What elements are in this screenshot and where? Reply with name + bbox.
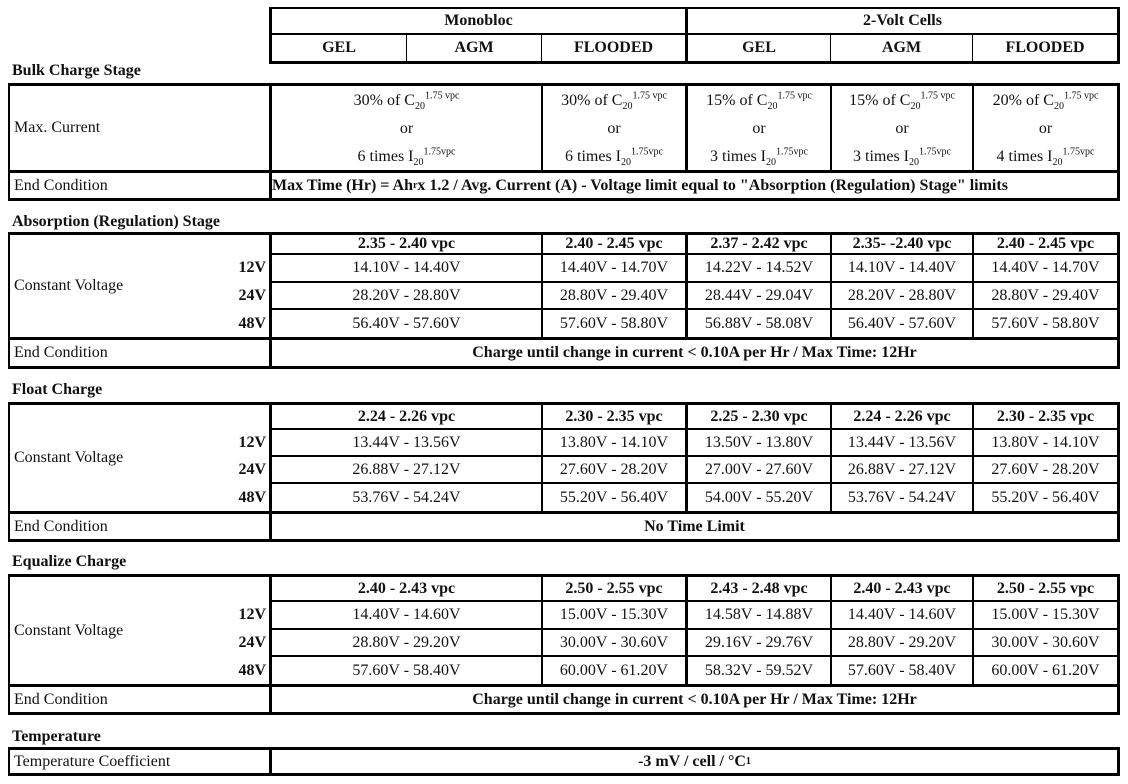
bulk-cell-2v-agm: 15% of $C_{20}^{1.75 vpc}$ or 3 times $I_{20}^{1.75vpc}$ — [832, 86, 972, 170]
section-title-equalize: Equalize Charge — [12, 553, 127, 570]
bulk-times-text: 6 times I — [357, 148, 414, 165]
bulk-or-text: or — [895, 120, 909, 137]
absorption-value-12v-mono-flooded: 14.40V - 14.70V — [559, 259, 669, 276]
equalize-vpc-mono-gel-agm: 2.40 - 2.43 vpc — [357, 579, 456, 597]
float-value-48v-2v-flooded: 55.20V - 56.40V — [991, 488, 1100, 506]
bulk-or-text: or — [607, 120, 621, 137]
absorption-end-condition-label: End Condition — [14, 344, 108, 361]
bulk-pct-text: 30% of C — [561, 92, 623, 109]
float-vpc-2v-agm: 2.24 - 2.26 vpc — [853, 407, 951, 425]
col-header-cell-flooded: FLOODED — [1005, 39, 1085, 56]
float-value-24v-2v-flooded: 27.60V - 28.20V — [991, 460, 1100, 478]
equalize-value-12v-2v-flooded: 15.00V - 15.30V — [991, 606, 1100, 623]
absorption-voltage-12v: 12V — [238, 259, 266, 276]
absorption-vpc-2v-gel: 2.37 - 2.42 vpc — [710, 235, 808, 252]
equalize-end-condition-label: End Condition — [14, 690, 108, 708]
absorption-vpc-2v-agm: 2.35- -2.40 vpc — [852, 235, 952, 252]
float-value-48v-mono-flooded: 55.20V - 56.40V — [559, 488, 669, 506]
temperature-coefficient-value: -3 mV / cell / °C 1 — [638, 752, 751, 770]
absorption-value-24v-mono-gel-agm: 28.20V - 28.80V — [352, 286, 461, 304]
bulk-times-text: 3 times I — [710, 148, 767, 165]
bulk-times-text: 6 times I — [565, 148, 622, 165]
absorption-value-12v-2v-flooded: 14.40V - 14.70V — [991, 259, 1100, 276]
equalize-value-48v-2v-flooded: 60.00V - 61.20V — [991, 661, 1100, 679]
bulk-cell-mono-flooded: 30% of $C_{20}^{1.75 vpc}$ or 6 times $I_{20}^{1.75vpc}$ — [543, 86, 685, 170]
section-title-absorption: Absorption (Regulation) Stage — [12, 213, 221, 230]
absorption-value-24v-2v-flooded: 28.80V - 29.40V — [991, 286, 1100, 304]
float-voltage-24v: 24V — [238, 460, 266, 478]
bulk-times-text: 3 times I — [853, 148, 910, 165]
bulk-times-text: 4 times I — [996, 148, 1053, 165]
col-header-mono-gel: GEL — [322, 39, 356, 56]
absorption-value-48v-2v-flooded: 57.60V - 58.80V — [991, 314, 1100, 332]
absorption-constant-voltage-label: Constant Voltage — [14, 277, 124, 294]
float-constant-voltage-label: Constant Voltage — [14, 449, 124, 466]
float-value-48v-mono-gel-agm: 53.76V - 54.24V — [352, 488, 461, 506]
float-value-48v-2v-gel: 54.00V - 55.20V — [704, 488, 814, 506]
bulk-or-text: or — [1038, 120, 1053, 137]
float-value-24v-mono-gel-agm: 26.88V - 27.12V — [352, 460, 461, 478]
bulk-cell-2v-gel: 15% of $C_{20}^{1.75 vpc}$ or 3 times $I_{20}^{1.75vpc}$ — [688, 86, 830, 170]
float-value-12v-2v-flooded: 13.80V - 14.10V — [991, 433, 1100, 451]
equalize-value-12v-2v-agm: 14.40V - 14.60V — [847, 606, 957, 623]
bulk-pct-text: 20% of C — [992, 92, 1054, 109]
float-value-24v-2v-agm: 26.88V - 27.12V — [847, 460, 957, 478]
bulk-pct-text: 15% of C — [706, 92, 768, 109]
equalize-vpc-2v-gel: 2.43 - 2.48 vpc — [710, 579, 808, 597]
absorption-value-48v-mono-flooded: 57.60V - 58.80V — [559, 314, 669, 332]
equalize-value-24v-mono-gel-agm: 28.80V - 29.20V — [352, 633, 461, 651]
equalize-value-12v-2v-gel: 14.58V - 14.88V — [704, 606, 814, 623]
bulk-end-condition-label: End Condition — [14, 176, 108, 194]
equalize-value-48v-mono-gel-agm: 57.60V - 58.40V — [352, 661, 461, 679]
bulk-or-text: or — [752, 120, 766, 137]
absorption-voltage-48v: 48V — [238, 314, 266, 332]
bulk-or-text: or — [399, 120, 414, 137]
equalize-value-48v-mono-flooded: 60.00V - 61.20V — [559, 661, 669, 679]
equalize-value-24v-mono-flooded: 30.00V - 30.60V — [559, 633, 669, 651]
float-voltage-48v: 48V — [238, 488, 266, 506]
equalize-value-24v-2v-gel: 29.16V - 29.76V — [704, 633, 814, 651]
float-vpc-2v-flooded: 2.30 - 2.35 vpc — [996, 407, 1095, 425]
float-value-48v-2v-agm: 53.76V - 54.24V — [847, 488, 957, 506]
float-vpc-mono-flooded: 2.30 - 2.35 vpc — [565, 407, 663, 425]
float-value-12v-2v-agm: 13.44V - 13.56V — [847, 433, 957, 451]
absorption-value-48v-mono-gel-agm: 56.40V - 57.60V — [352, 314, 461, 332]
equalize-end-condition-text: Charge until change in current < 0.10A per Hr / Max Time: 12Hr — [472, 690, 917, 708]
equalize-voltage-12v: 12V — [238, 606, 266, 623]
bulk-pct-text: 30% of C — [353, 92, 415, 109]
float-vpc-mono-gel-agm: 2.24 - 2.26 vpc — [357, 407, 456, 425]
absorption-value-48v-2v-gel: 56.88V - 58.08V — [704, 314, 814, 332]
absorption-value-24v-2v-gel: 28.44V - 29.04V — [704, 286, 814, 304]
equalize-value-24v-2v-agm: 28.80V - 29.20V — [847, 633, 957, 651]
float-voltage-12v: 12V — [238, 433, 266, 451]
absorption-value-24v-mono-flooded: 28.80V - 29.40V — [559, 286, 669, 304]
equalize-vpc-mono-flooded: 2.50 - 2.55 vpc — [565, 579, 663, 597]
group-monobloc: Monobloc — [444, 12, 513, 29]
float-value-12v-mono-gel-agm: 13.44V - 13.56V — [352, 433, 461, 451]
equalize-vpc-2v-agm: 2.40 - 2.43 vpc — [853, 579, 951, 597]
temperature-coefficient-label: Temperature Coefficient — [14, 752, 171, 770]
bulk-cell-mono-gel-agm: 30% of $C_{20}^{1.75 vpc}$ or 6 times $I_{20}^{1.75vpc}$ — [272, 86, 541, 170]
equalize-value-24v-2v-flooded: 30.00V - 30.60V — [991, 633, 1100, 651]
section-title-bulk: Bulk Charge Stage — [12, 62, 141, 79]
bulk-cell-2v-flooded: 20% of $C_{20}^{1.75 vpc}$ or 4 times $I_{20}^{1.75vpc}$ — [974, 86, 1117, 170]
absorption-value-24v-2v-agm: 28.20V - 28.80V — [847, 286, 957, 304]
col-header-cell-gel: GEL — [742, 39, 776, 56]
equalize-value-48v-2v-agm: 57.60V - 58.40V — [847, 661, 957, 679]
bulk-pct-text: 15% of C — [849, 92, 911, 109]
absorption-vpc-2v-flooded: 2.40 - 2.45 vpc — [996, 235, 1095, 252]
bulk-end-condition-text: Max Time (Hr) = Ah r x 1.2 / Avg. Current (A) - Voltage limit equal to "Absorption (Regulation) Stage" limits — [272, 176, 1008, 194]
col-header-mono-agm: AGM — [454, 39, 494, 56]
absorption-voltage-24v: 24V — [238, 286, 266, 304]
float-end-condition-text: No Time Limit — [644, 517, 745, 535]
equalize-constant-voltage-label: Constant Voltage — [14, 621, 124, 639]
col-header-cell-agm: AGM — [881, 39, 922, 56]
absorption-value-12v-mono-gel-agm: 14.10V - 14.40V — [352, 259, 461, 276]
float-value-12v-2v-gel: 13.50V - 13.80V — [704, 433, 814, 451]
equalize-voltage-24v: 24V — [238, 633, 266, 651]
group-2volt-cells: 2-Volt Cells — [863, 12, 942, 29]
equalize-value-12v-mono-flooded: 15.00V - 15.30V — [559, 606, 669, 623]
absorption-value-48v-2v-agm: 56.40V - 57.60V — [847, 314, 957, 332]
absorption-value-12v-2v-agm: 14.10V - 14.40V — [847, 259, 957, 276]
section-title-temperature: Temperature — [12, 728, 101, 745]
col-header-mono-flooded: FLOODED — [573, 39, 654, 56]
section-title-float: Float Charge — [12, 381, 103, 398]
float-vpc-2v-gel: 2.25 - 2.30 vpc — [710, 407, 808, 425]
bulk-max-current-label: Max. Current — [14, 119, 101, 136]
absorption-vpc-mono-flooded: 2.40 - 2.45 vpc — [565, 235, 663, 252]
float-value-12v-mono-flooded: 13.80V - 14.10V — [559, 433, 669, 451]
absorption-vpc-mono-gel-agm: 2.35 - 2.40 vpc — [357, 235, 456, 252]
absorption-end-condition-text: Charge until change in current < 0.10A per Hr / Max Time: 12Hr — [472, 344, 917, 361]
absorption-value-12v-2v-gel: 14.22V - 14.52V — [704, 259, 814, 276]
float-end-condition-label: End Condition — [14, 517, 108, 535]
equalize-value-12v-mono-gel-agm: 14.40V - 14.60V — [352, 606, 461, 623]
float-value-24v-mono-flooded: 27.60V - 28.20V — [559, 460, 669, 478]
equalize-vpc-2v-flooded: 2.50 - 2.55 vpc — [996, 579, 1095, 597]
float-value-24v-2v-gel: 27.00V - 27.60V — [704, 460, 814, 478]
equalize-voltage-48v: 48V — [238, 661, 266, 679]
equalize-value-48v-2v-gel: 58.32V - 59.52V — [704, 661, 814, 679]
